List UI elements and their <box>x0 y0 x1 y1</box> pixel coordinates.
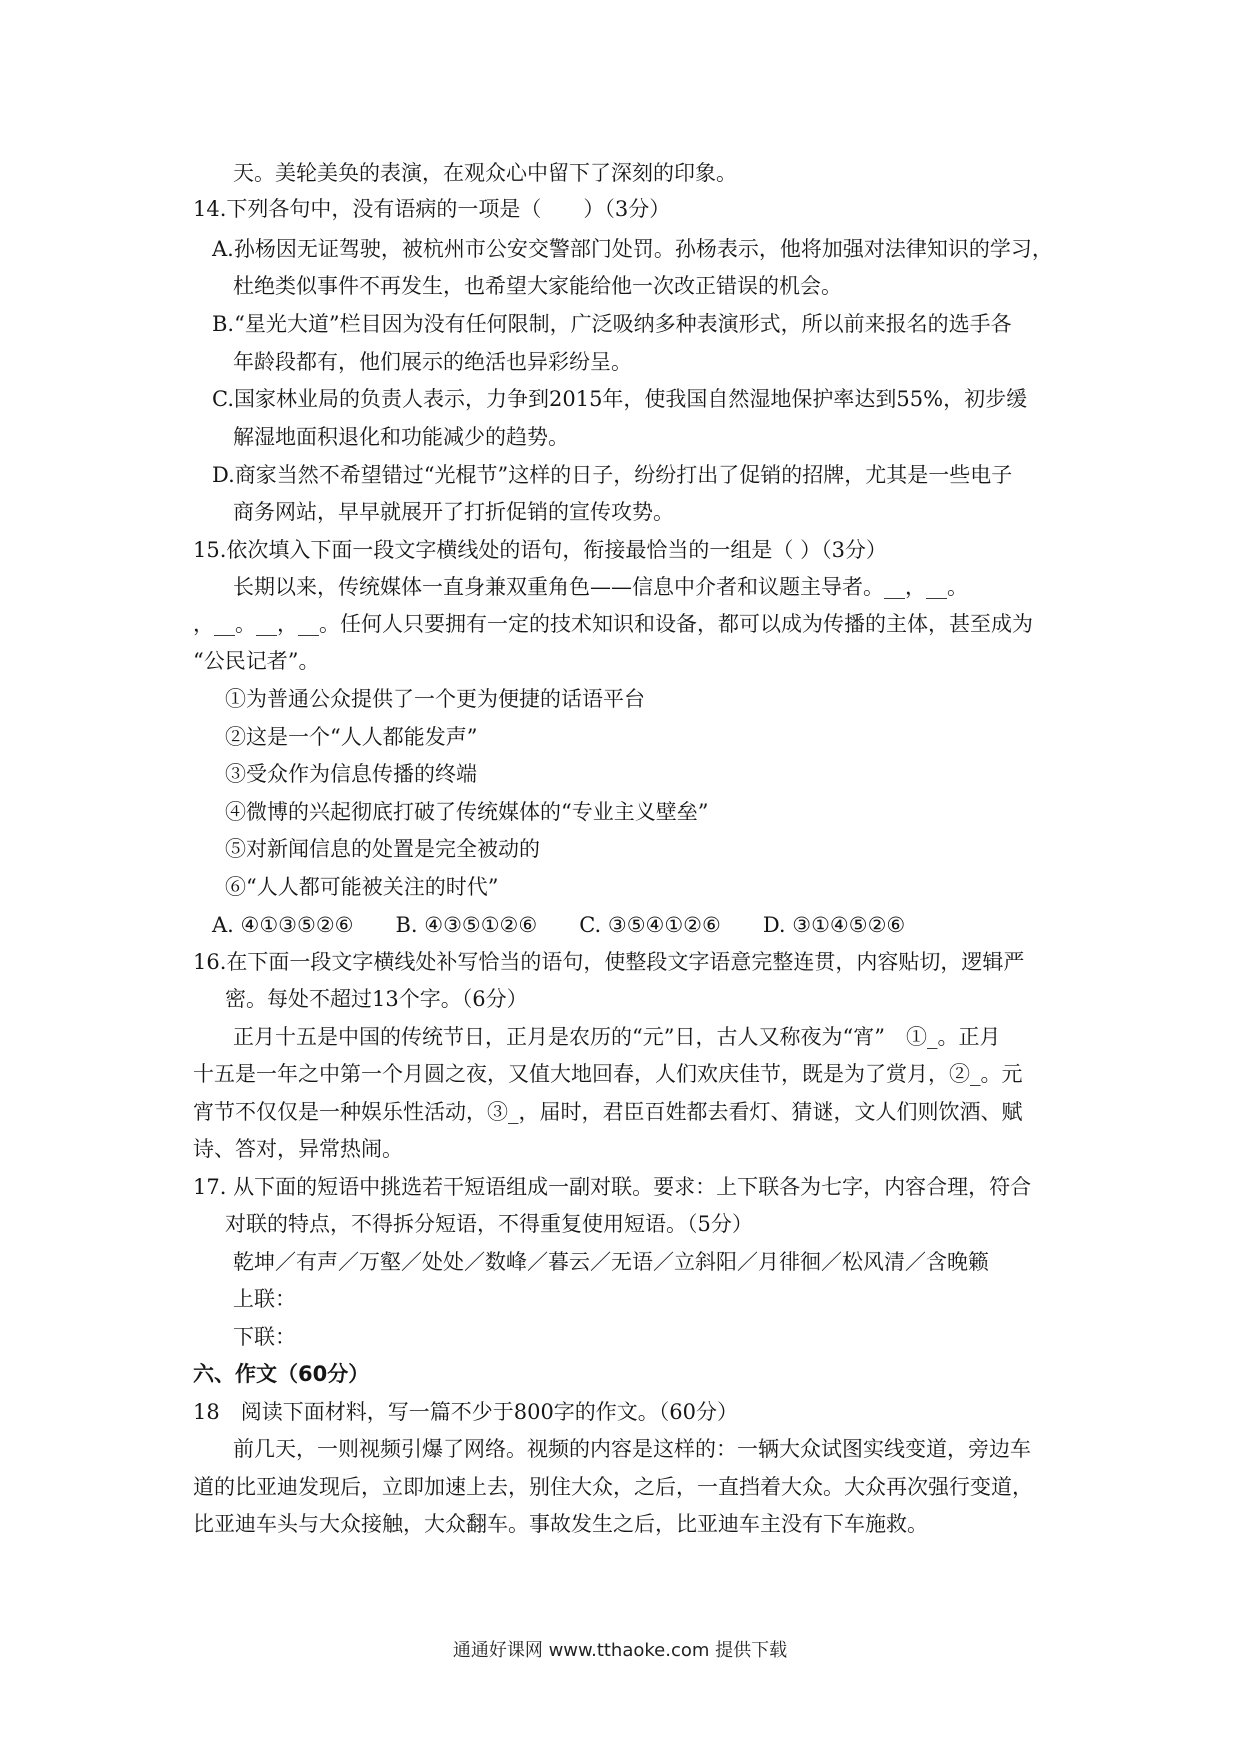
list-item: ②这是一个“人人都能发声” <box>225 725 478 749</box>
text-line: “公民记者”。 <box>193 649 320 673</box>
text-line: 天。美轮美奂的表演，在观众心中留下了深刻的印象。 <box>233 161 737 185</box>
question-17: 17. 从下面的短语中挑选若干短语组成一副对联。要求：上下联各为七字，内容合理，符合 <box>193 1175 1032 1199</box>
text-line: 十五是一年之中第一个月圆之夜，又值大地回春，人们欢庆佳节，既是为了赏月，②_。元 <box>193 1062 1023 1086</box>
page-footer: 通通好课网 www.tthaoke.com 提供下载 <box>452 1640 788 1661</box>
option-c: C.国家林业局的负责人表示，力争到2015年，使我国自然湿地保护率达到55%，初步缓 <box>212 387 1028 411</box>
list-item: ⑥“人人都可能被关注的时代” <box>225 875 499 899</box>
option-b-cont: 年龄段都有，他们展示的绝活也异彩纷呈。 <box>233 350 632 374</box>
question-17-cont: 对联的特点，不得拆分短语，不得重复使用短语。（5分） <box>225 1212 753 1236</box>
option-a: A.孙杨因无证驾驶，被杭州市公安交警部门处罚。孙杨表示，他将加强对法律知识的学习， <box>212 237 1053 261</box>
question-16: 16.在下面一段文字横线处补写恰当的语句，使整段文字语意完整连贯，内容贴切，逻辑严 <box>193 950 1025 974</box>
lower-couplet-label: 下联： <box>233 1325 296 1349</box>
question-18: 18 阅读下面材料，写一篇不少于800字的作文。（60分） <box>193 1400 739 1424</box>
text-line: 道的比亚迪发现后，立即加速上去，别住大众，之后，一直挡着大众。大众再次强行变道， <box>193 1475 1033 1499</box>
text-line: 比亚迪车头与大众接触，大众翻车。事故发生之后，比亚迪车主没有下车施救。 <box>193 1512 928 1536</box>
text-line: 前几天，一则视频引爆了网络。视频的内容是这样的：一辆大众试图实线变道，旁边车 <box>233 1437 1031 1461</box>
list-item: ③受众作为信息传播的终端 <box>225 762 477 786</box>
option-a-cont: 杜绝类似事件不再发生，也希望大家能给他一次改正错误的机会。 <box>233 274 842 298</box>
list-item: ⑤对新闻信息的处置是完全被动的 <box>225 837 540 861</box>
list-item: ④微博的兴起彻底打破了传统媒体的“专业主义壁垒” <box>225 800 709 824</box>
text-line: 诗、答对，异常热闹。 <box>193 1137 403 1161</box>
question-14: 14.下列各句中，没有语病的一项是（ ）（3分） <box>193 197 671 221</box>
text-line: ，__。__，__。任何人只要拥有一定的技术知识和设备，都可以成为传播的主体，甚至成为 <box>193 612 1033 636</box>
answer-options: A. ④①③⑤②⑥ B. ④③⑤①②⑥ C. ③⑤④①②⑥ D. ③①④⑤②⑥ <box>212 913 906 937</box>
phrase-list: 乾坤／有声／万壑／处处／数峰／暮云／无语／立斜阳／月徘徊／松风清／含晚籁 <box>233 1250 989 1274</box>
text-line: 正月十五是中国的传统节日，正月是农历的“元”日，古人又称夜为“宵” ①_。正月 <box>233 1025 1001 1049</box>
option-d-cont: 商务网站，早早就展开了打折促销的宣传攻势。 <box>233 500 674 524</box>
option-d: D.商家当然不希望错过“光棍节”这样的日子，纷纷打出了促销的招牌，尤其是一些电子 <box>212 463 1013 487</box>
text-line: 宵节不仅仅是一种娱乐性活动，③_，届时，君臣百姓都去看灯、猜谜，文人们则饮酒、赋 <box>193 1100 1023 1124</box>
text-line: 长期以来，传统媒体一直身兼双重角色——信息中介者和议题主导者。__，__。 <box>233 575 968 599</box>
section-heading: 六、作文（60分） <box>193 1362 370 1386</box>
list-item: ①为普通公众提供了一个更为便捷的话语平台 <box>225 687 645 711</box>
question-15: 15.依次填入下面一段文字横线处的语句，衔接最恰当的一组是（ ）（3分） <box>193 538 887 562</box>
option-b: B.“星光大道”栏目因为没有任何限制，广泛吸纳多种表演形式，所以前来报名的选手各 <box>212 312 1012 336</box>
upper-couplet-label: 上联： <box>233 1287 296 1311</box>
question-16-cont: 密。每处不超过13个字。（6分） <box>225 987 528 1011</box>
option-c-cont: 解湿地面积退化和功能减少的趋势。 <box>233 425 569 449</box>
